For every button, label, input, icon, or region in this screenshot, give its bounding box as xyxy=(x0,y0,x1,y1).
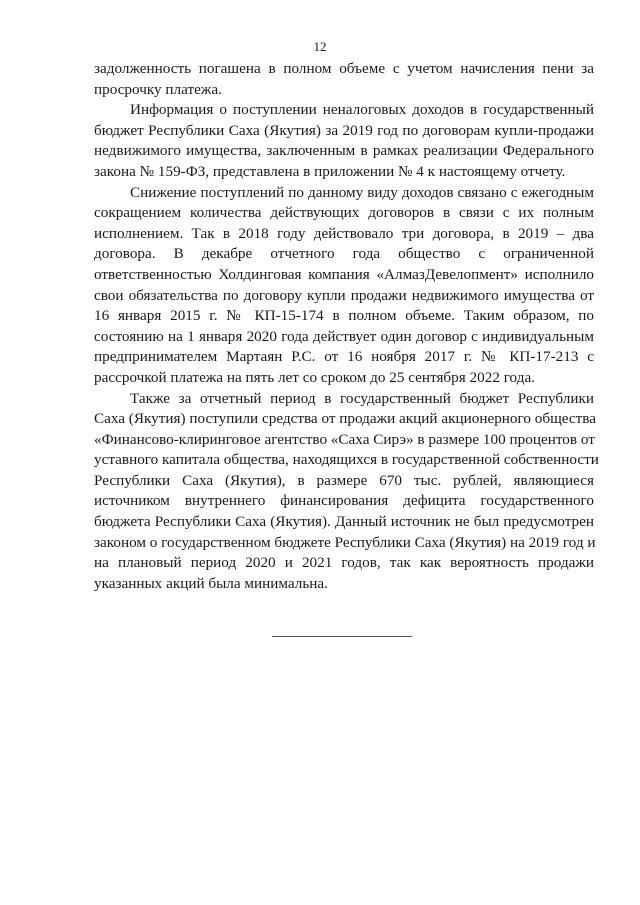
text-line: 16 января 2015 г. № КП-15-174 в полном объеме. Таким образом, по xyxy=(94,307,594,325)
text-line: уставного капитала общества, находящихся в государственной собственности xyxy=(94,451,599,469)
text-line: сокращением количества действующих договоров в связи с их полным xyxy=(94,204,594,222)
end-separator-line xyxy=(272,636,412,637)
text-line: «Финансово-клиринговое агентство «Саха Сирэ» в размере 100 процентов от xyxy=(94,430,595,448)
document-body xyxy=(94,59,599,594)
text-line: закона № 159-ФЗ, представлена в приложении № 4 к настоящему отчету. xyxy=(94,162,566,180)
paragraph-debt-repaid xyxy=(94,59,594,100)
text-line: бюджет Республики Саха (Якутия) за 2019 год по договорам купли-продажи xyxy=(94,121,594,139)
text-line: Саха (Якутия) поступили средства от продажи акций акционерного общества xyxy=(94,410,596,428)
text-line: бюджета Республики Саха (Якутия). Данный источник не был предусмотрен xyxy=(94,513,594,531)
text-line: рассрочкой платежа на пять лет со сроком до 25 сентября 2022 года. xyxy=(94,368,535,386)
text-line: задолженность погашена в полном объеме с учетом начисления пени за xyxy=(94,60,594,77)
text-line: исполнением. Так в 2018 году действовало три договора, в 2019 – два xyxy=(94,224,594,242)
page-number: 12 xyxy=(313,39,327,54)
text-line: просрочку платежа. xyxy=(94,80,222,98)
paragraph-revenue-info xyxy=(94,100,594,182)
text-line: Республики Саха (Якутия), в размере 670 тыс. рублей, являющиеся xyxy=(94,471,594,489)
text-line: состоянию на 1 января 2020 года действует один договор с индивидуальным xyxy=(94,327,594,345)
text-line: договора. В декабре отчетного года общество с ограниченной xyxy=(94,245,594,263)
text-line: недвижимого имущества, заключенным в рамках реализации Федерального xyxy=(94,142,594,160)
text-line: Информация о поступлении неналоговых доходов в государственный xyxy=(130,101,594,119)
text-line: источником внутреннего финансирования дефицита государственного xyxy=(94,492,594,510)
text-line: ответственностью Холдинговая компания «АлмазДевелопмент» исполнило xyxy=(94,265,594,283)
text-line: законом о государственном бюджете Республики Саха (Якутия) на 2019 год и xyxy=(94,533,596,551)
text-line: указанных акций была минимальна. xyxy=(94,574,328,592)
text-line: на плановый период 2020 и 2021 годов, так как вероятность продажи xyxy=(94,554,594,572)
text-line: свои обязательства по договору купли продажи недвижимого имущества от xyxy=(94,286,594,304)
text-line: Снижение поступлений по данному виду доходов связано с ежегодным xyxy=(130,183,594,201)
paragraph-revenue-decline xyxy=(94,183,594,389)
paragraph-share-sale xyxy=(94,389,599,595)
text-line: предпринимателем Мартаян Р.С. от 16 ноября 2017 г. № КП-17-213 с xyxy=(94,348,594,366)
text-line: Также за отчетный период в государственный бюджет Республики xyxy=(130,389,594,407)
